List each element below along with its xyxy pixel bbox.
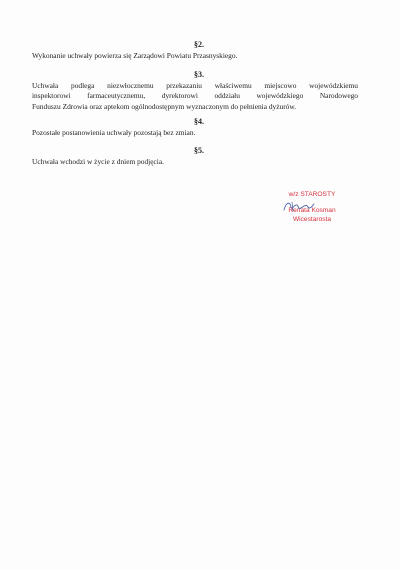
stamp-position: Wicestarosta (292, 215, 332, 223)
section-paragraph-3 (32, 81, 358, 112)
paragraph-line: Wykonanie uchwały powierza się Zarządowi Powiatu Przasnyskiego. (32, 51, 238, 60)
section-heading-5: §5. (194, 146, 204, 155)
section-heading-3: §3. (194, 70, 204, 79)
paragraph-line: Uchwała wchodzi w życie z dniem podjęcia. (32, 157, 164, 166)
stamp-name: Renata Kosman (288, 207, 336, 215)
section-paragraph-2 (32, 51, 358, 61)
paragraph-line: inspektorowi farmaceutycznemu, dyrektorowi oddziału wojewódzkiego Narodowego (32, 91, 358, 101)
paragraph-line: Uchwała podlega niezwłocznemu przekazaniu właściwemu miejscowo wojewódzkiemu (32, 81, 358, 90)
section-paragraph-5 (32, 157, 358, 167)
paragraph-line: Pozostałe postanowienia uchwały pozostają bez zmian. (32, 128, 196, 137)
handwritten-signature (280, 198, 320, 214)
section-heading-4: §4. (194, 117, 204, 126)
section-paragraph-4 (32, 128, 358, 138)
paragraph-line: Funduszu Zdrowia oraz aptekom ogólnodostępnym wyznaczonym do pełnienia dyżurów. (32, 101, 297, 111)
stamp-title: w/z STAROSTY (288, 191, 336, 198)
section-heading-2: §2. (194, 40, 204, 49)
